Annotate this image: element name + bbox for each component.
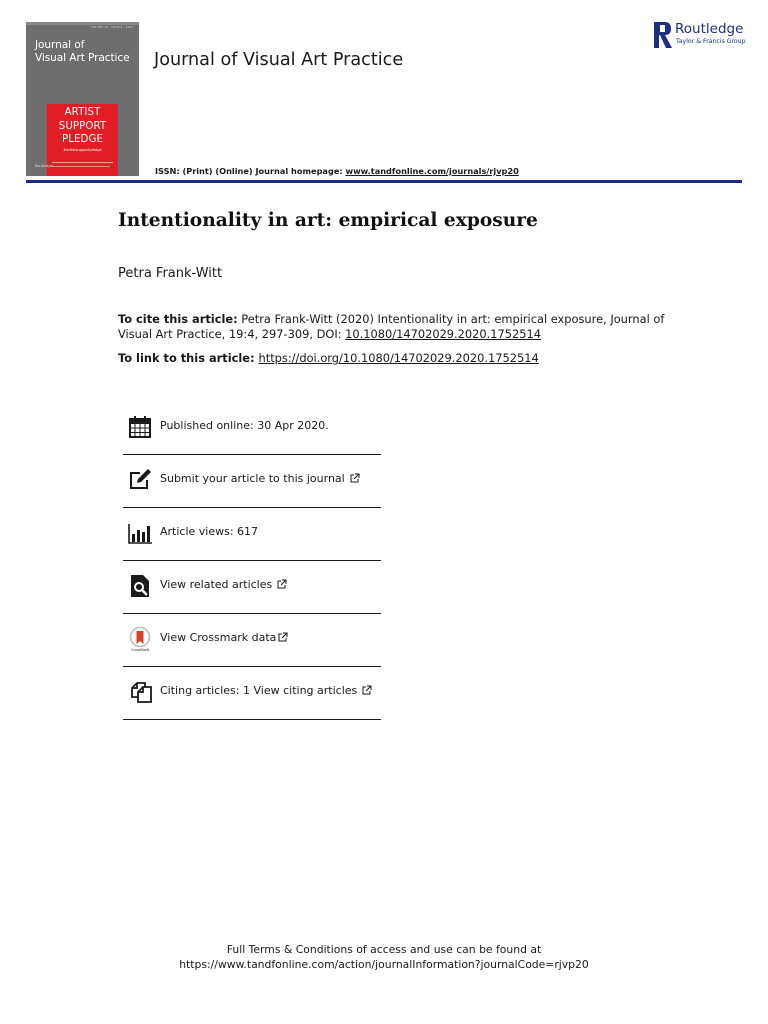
- cover-publisher-mark: Routledge: [35, 164, 53, 168]
- article-info-list: [123, 402, 381, 720]
- citing-articles-link[interactable]: [160, 684, 372, 697]
- cover-red-line-1: ARTIST: [64, 107, 101, 118]
- citing-articles-label: Citing articles: 1 View citing articles: [160, 684, 358, 697]
- cover-title-line-1: Journal of: [35, 39, 85, 51]
- doi-link[interactable]: 10.1080/14702029.2020.1752514: [345, 326, 542, 341]
- journal-homepage-link[interactable]: www.tandfonline.com/journals/rjvp20: [345, 166, 519, 176]
- cover-fine-line: [52, 166, 110, 167]
- journal-title[interactable]: Journal of Visual Art Practice: [154, 50, 404, 70]
- footer-terms-link[interactable]: https://www.tandfonline.com/action/journalInformation?journalCode=rjvp20: [179, 958, 589, 971]
- crossmark-icon: [127, 626, 153, 652]
- article-title: Intentionality in art: empirical exposure: [118, 210, 538, 231]
- cover-red-panel: [47, 104, 118, 176]
- footer-line-1: Full Terms & Conditions of access and use can be found at: [226, 943, 542, 956]
- article-author[interactable]: Petra Frank-Witt: [118, 266, 223, 281]
- citation-block: [118, 312, 678, 341]
- related-articles-link[interactable]: [160, 578, 287, 591]
- cover-fine-line: [52, 162, 113, 163]
- bar-chart-icon: [127, 520, 153, 546]
- external-link-icon: [350, 473, 360, 483]
- list-item-published: [123, 402, 381, 455]
- article-link-line: [118, 351, 539, 365]
- terms-footer: [0, 942, 768, 972]
- publisher-group: Taylor & Francis Group: [676, 38, 746, 45]
- cover-red-line-2: SUPPORT: [58, 120, 107, 132]
- routledge-r-icon: [653, 21, 673, 49]
- header-divider: [26, 180, 742, 183]
- related-articles-label: View related articles: [160, 578, 273, 591]
- cover-hashtag: #artistsupportpledge: [63, 147, 102, 152]
- cover-red-text: [47, 104, 118, 147]
- list-item-submit[interactable]: [123, 455, 381, 508]
- article-views: Article views: 617: [160, 525, 259, 538]
- calendar-icon: [127, 414, 153, 440]
- article-url-link[interactable]: https://doi.org/10.1080/14702029.2020.1752514: [258, 351, 539, 365]
- submit-article-label: Submit your article to this journal: [160, 472, 345, 485]
- cite-text: Petra Frank-Witt (2020) Intentionality in art: empirical exposure, Journal of Visual Art Practice, 19:4, 297-309, DOI:: [118, 312, 665, 341]
- edit-icon: [127, 467, 153, 493]
- external-link-icon: [278, 632, 288, 642]
- external-link-icon: [362, 685, 372, 695]
- citing-articles-icon: [127, 679, 153, 705]
- cover-title-line-2: Visual Art Practice: [35, 51, 130, 64]
- crossmark-caption: CrossMark: [131, 648, 149, 652]
- external-link-icon: [277, 579, 287, 589]
- cite-label: To cite this article:: [118, 312, 238, 326]
- issn-text: ISSN: (Print) (Online) Journal homepage:: [155, 166, 346, 176]
- link-label: To link to this article:: [118, 351, 259, 365]
- cover-title: [35, 39, 135, 64]
- crossmark-link[interactable]: [160, 631, 288, 644]
- cover-volume-info: VOLUME 19 · ISSUE 4 · 2020: [91, 26, 133, 29]
- issn-line: [155, 166, 519, 176]
- list-item-crossmark[interactable]: [123, 614, 381, 667]
- submit-article-link[interactable]: [160, 472, 360, 485]
- cover-top-band: [26, 22, 139, 25]
- list-item-views: [123, 508, 381, 561]
- publisher-name: Routledge: [675, 21, 744, 37]
- crossmark-label: View Crossmark data: [160, 631, 277, 644]
- search-document-icon: [127, 573, 153, 599]
- cover-red-line-3: PLEDGE: [61, 134, 104, 145]
- routledge-logo[interactable]: [653, 21, 753, 51]
- journal-cover-image: [26, 22, 139, 176]
- list-item-related[interactable]: [123, 561, 381, 614]
- published-date: Published online: 30 Apr 2020.: [160, 419, 329, 432]
- list-item-citing[interactable]: [123, 667, 381, 720]
